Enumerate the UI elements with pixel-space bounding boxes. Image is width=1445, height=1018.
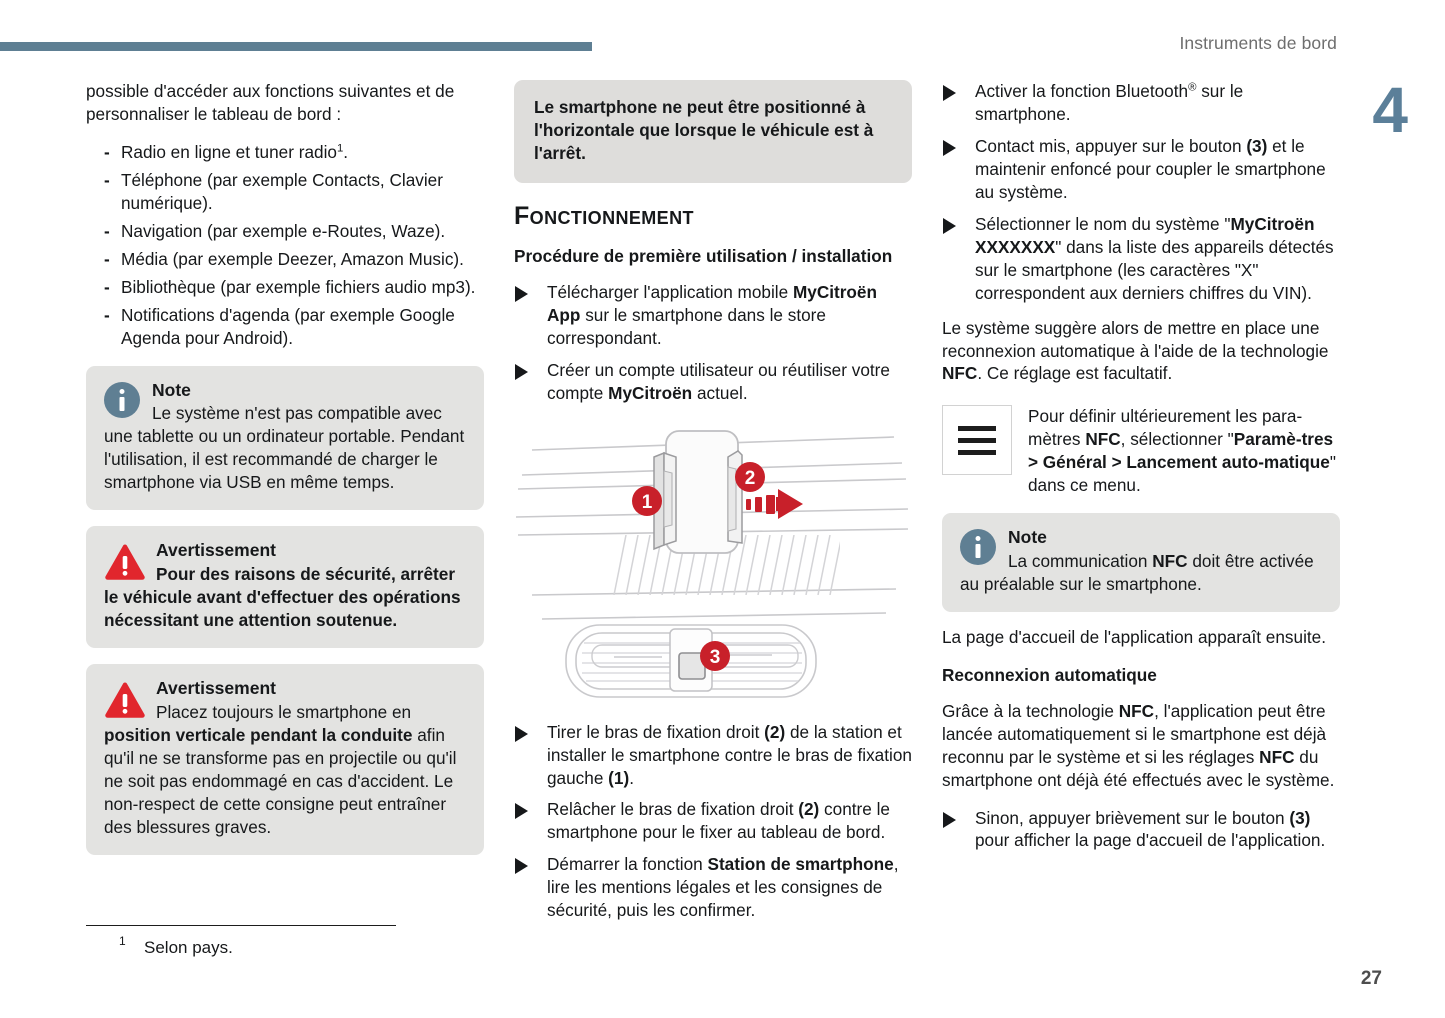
step-emphasis: Station de smartphone [707, 854, 894, 875]
header-accent-bar [0, 42, 592, 51]
step-part-a: Créer un compte utilisateur ou réutiliser votre compte [547, 359, 890, 403]
triangle-bullet-icon [943, 812, 956, 828]
step-part-c: actuel. [692, 382, 748, 403]
horizontal-position-text: Le smartphone ne peut être positionné à l'horizontale que lorsque le véhicule est à l'arrêt. [534, 97, 874, 164]
list-item [514, 721, 912, 790]
warning-box-1 [86, 526, 484, 648]
menu-path-value: Paramè-tres > Général > Lancement auto-matique [1028, 429, 1334, 473]
list-item-label: Bibliothèque (par exemple fichiers audio mp3). [121, 276, 476, 297]
triangle-bullet-icon [943, 218, 956, 234]
smartphone-dock-illustration [514, 417, 912, 705]
note-box [86, 366, 484, 511]
step-part-a: Relâcher le bras de fixation droit [547, 799, 799, 820]
warning-box-2 [86, 664, 484, 855]
list-item [86, 169, 484, 215]
list-item-label: Radio en ligne et tuner radio [121, 141, 337, 162]
list-item [86, 220, 484, 243]
footnote-divider [86, 925, 396, 927]
list-item [514, 853, 912, 922]
list-item [514, 359, 912, 405]
svg-text:3: 3 [709, 646, 721, 668]
list-item [514, 798, 912, 844]
horizontal-position-box [514, 80, 912, 183]
page-columns [86, 80, 1358, 980]
menu-path-note [942, 403, 1340, 497]
subheading-procedure: Procédure de première utilisation / installation [514, 246, 893, 267]
menu-text-c: , sélectionner " [1120, 429, 1234, 450]
steps-list-top [514, 281, 912, 405]
note-text: Le système n'est pas compatible avec une tablette ou un ordinateur portable. Pendant l'utilisation, il est recommandé de charger le smartphone via USB en même temps. [104, 403, 465, 493]
list-item [86, 141, 484, 164]
step-part-c: " dans la liste des appareils détectés sur le smartphone (les caractères "X" correspondent aux derniers chiffres du VIN). [975, 236, 1334, 303]
triangle-bullet-icon [515, 364, 528, 380]
warning-title: Avertissement [156, 540, 276, 561]
section-heading-fonctionnement: Fonctionnement [514, 202, 694, 231]
list-item [942, 213, 1340, 305]
para-part-a: Grâce à la technologie [942, 700, 1119, 721]
page-header-title: Instruments de bord [1179, 33, 1337, 53]
menu-path-text [1028, 403, 1340, 497]
triangle-bullet-icon [943, 140, 956, 156]
warning-text-part-c: afin qu'il ne se transforme pas en projectile ou qu'il ne soit pas endommagé en cas d'accident. Le non-respect de cette consigne peut entraîner des blessures graves. [104, 724, 457, 837]
dash-marker: - [104, 220, 110, 241]
menu-text-a: Pour définir ultérieurement les para-mètres [1028, 406, 1303, 450]
chapter-number: 4 [1372, 74, 1407, 146]
nfc-note-box [942, 513, 1340, 612]
step-part-a: Démarrer la fonction [547, 854, 708, 875]
nfc-label: NFC [1259, 746, 1295, 767]
step-part-e: . [629, 767, 634, 788]
nfc-suggestion-paragraph [942, 317, 1340, 386]
step-part-a: Télécharger l'application mobile [547, 281, 793, 302]
list-item [942, 80, 1340, 126]
info-icon [960, 529, 996, 565]
footnote-ref: 1 [336, 142, 344, 155]
functions-list [86, 141, 484, 350]
step-part-c: pour afficher la page d'accueil de l'application. [975, 830, 1326, 851]
footnote-text: Selon pays. [144, 938, 233, 957]
dash-marker: - [104, 276, 110, 297]
list-item [86, 304, 484, 350]
step-ref-2: (2) [798, 799, 820, 820]
system-name: MyCitroën XXXXXXX [975, 213, 1315, 257]
intro-paragraph: possible d'accéder aux fonctions suivantes et de personnaliser le tableau de bord : [86, 81, 455, 124]
step-ref-3: (3) [1289, 807, 1311, 828]
triangle-bullet-icon [943, 85, 956, 101]
subheading-reconnexion: Reconnexion automatique [942, 664, 1157, 685]
warning-text [104, 701, 466, 839]
info-icon [104, 382, 140, 418]
list-item [514, 281, 912, 350]
step-emphasis: MyCitroën App [547, 281, 877, 325]
steps-list-pairing [942, 80, 1340, 305]
list-item [86, 276, 484, 299]
step-ref-3: (3) [1246, 135, 1268, 156]
footnote-marker: 1 [119, 934, 126, 948]
para-part-a: Le système suggère alors de mettre en place une reconnexion automatique à l'aide de la technologie [942, 317, 1329, 361]
step-part-a: Sinon, appuyer brièvement sur le bouton [975, 807, 1290, 828]
registered-mark: ® [1188, 81, 1197, 94]
warning-text-part-a: Placez toujours le smartphone en [156, 701, 412, 722]
triangle-bullet-icon [515, 803, 528, 819]
step-part-a: Tirer le bras de fixation droit [547, 721, 765, 742]
triangle-bullet-icon [515, 858, 528, 874]
svg-text:2: 2 [744, 467, 756, 489]
dash-marker: - [104, 304, 110, 325]
page-number: 27 [1360, 968, 1382, 989]
nfc-label: NFC [1152, 551, 1188, 572]
step-ref-2: (2) [764, 721, 786, 742]
step-part-c: et le maintenir enfoncé pour coupler le smartphone au système. [975, 135, 1326, 202]
warning-title: Avertissement [156, 677, 276, 698]
menu-bar-2 [958, 438, 996, 443]
step-part-c: contre le smartphone pour le fixer au tableau de bord. [547, 799, 890, 843]
footnote-block [86, 925, 484, 959]
note-title: Note [1008, 527, 1047, 548]
para-part-e: du smartphone ont déjà été effectués avec le système. [942, 746, 1335, 790]
step-part-a: Sélectionner le nom du système " [975, 213, 1231, 234]
warning-text-emphasis: position verticale pendant la conduite [104, 724, 413, 745]
menu-text-e: " dans ce menu. [1028, 452, 1336, 496]
footnote-item [86, 934, 484, 958]
list-item [942, 135, 1340, 204]
menu-bar-3 [958, 450, 996, 455]
step-part-a: Activer la fonction Bluetooth [975, 81, 1189, 101]
dash-marker: - [104, 169, 110, 190]
list-item [942, 807, 1340, 853]
svg-text:1: 1 [641, 491, 653, 513]
note-title: Note [152, 379, 191, 400]
step-part-c: de la station et installer le smartphone contre le bras de fixation gauche [547, 721, 912, 788]
column-three [942, 80, 1340, 980]
step-part-c: sur le smartphone. [975, 81, 1244, 124]
menu-bar-1 [958, 426, 996, 431]
para-part-c: , l'application peut être lancée automatiquement si le smartphone est déjà reconnu par le système et si les réglages [942, 700, 1327, 767]
triangle-bullet-icon [515, 726, 528, 742]
nfc-label: NFC [1118, 700, 1155, 721]
step-part-a: Contact mis, appuyer sur le bouton [975, 135, 1247, 156]
dash-marker: - [104, 248, 110, 269]
list-item-label: Notifications d'agenda (par exemple Google Agenda pour Android). [121, 304, 455, 348]
nfc-label: NFC [1085, 429, 1121, 450]
list-item-label: Navigation (par exemple e-Routes, Waze). [121, 220, 446, 241]
warning-triangle-icon [104, 681, 146, 719]
auto-reconnect-paragraph [942, 700, 1340, 792]
dash-marker: - [104, 141, 110, 162]
note-text [960, 550, 1322, 596]
step-part-c: sur le smartphone dans le store correspondant. [547, 304, 826, 348]
note-part-c: doit être activée au préalable sur le smartphone. [960, 551, 1314, 595]
steps-list-fallback [942, 807, 1340, 853]
column-one [86, 80, 484, 980]
list-item-label: Téléphone (par exemple Contacts, Clavier numérique). [121, 169, 443, 213]
home-page-paragraph: La page d'accueil de l'application apparaît ensuite. [942, 627, 1327, 648]
step-emphasis: MyCitroën [608, 382, 693, 403]
steps-list-bottom [514, 721, 912, 923]
note-part-a: La communication [1008, 551, 1153, 572]
warning-text: Pour des raisons de sécurité, arrêter le véhicule avant d'effectuer des opérations nécessitant une attention soutenue. [104, 564, 461, 630]
list-item [86, 248, 484, 271]
list-item-label: Média (par exemple Deezer, Amazon Music). [121, 248, 464, 269]
column-two [514, 80, 912, 980]
para-part-c: . Ce réglage est facultatif. [977, 363, 1173, 384]
warning-triangle-icon [104, 543, 146, 581]
list-item-period: . [343, 141, 349, 162]
hamburger-menu-icon [942, 405, 1012, 475]
step-ref-1: (1) [608, 767, 630, 788]
nfc-label: NFC [942, 363, 978, 384]
triangle-bullet-icon [515, 286, 528, 302]
step-part-c: , lire les mentions légales et les consignes de sécurité, puis les confirmer. [547, 854, 899, 921]
